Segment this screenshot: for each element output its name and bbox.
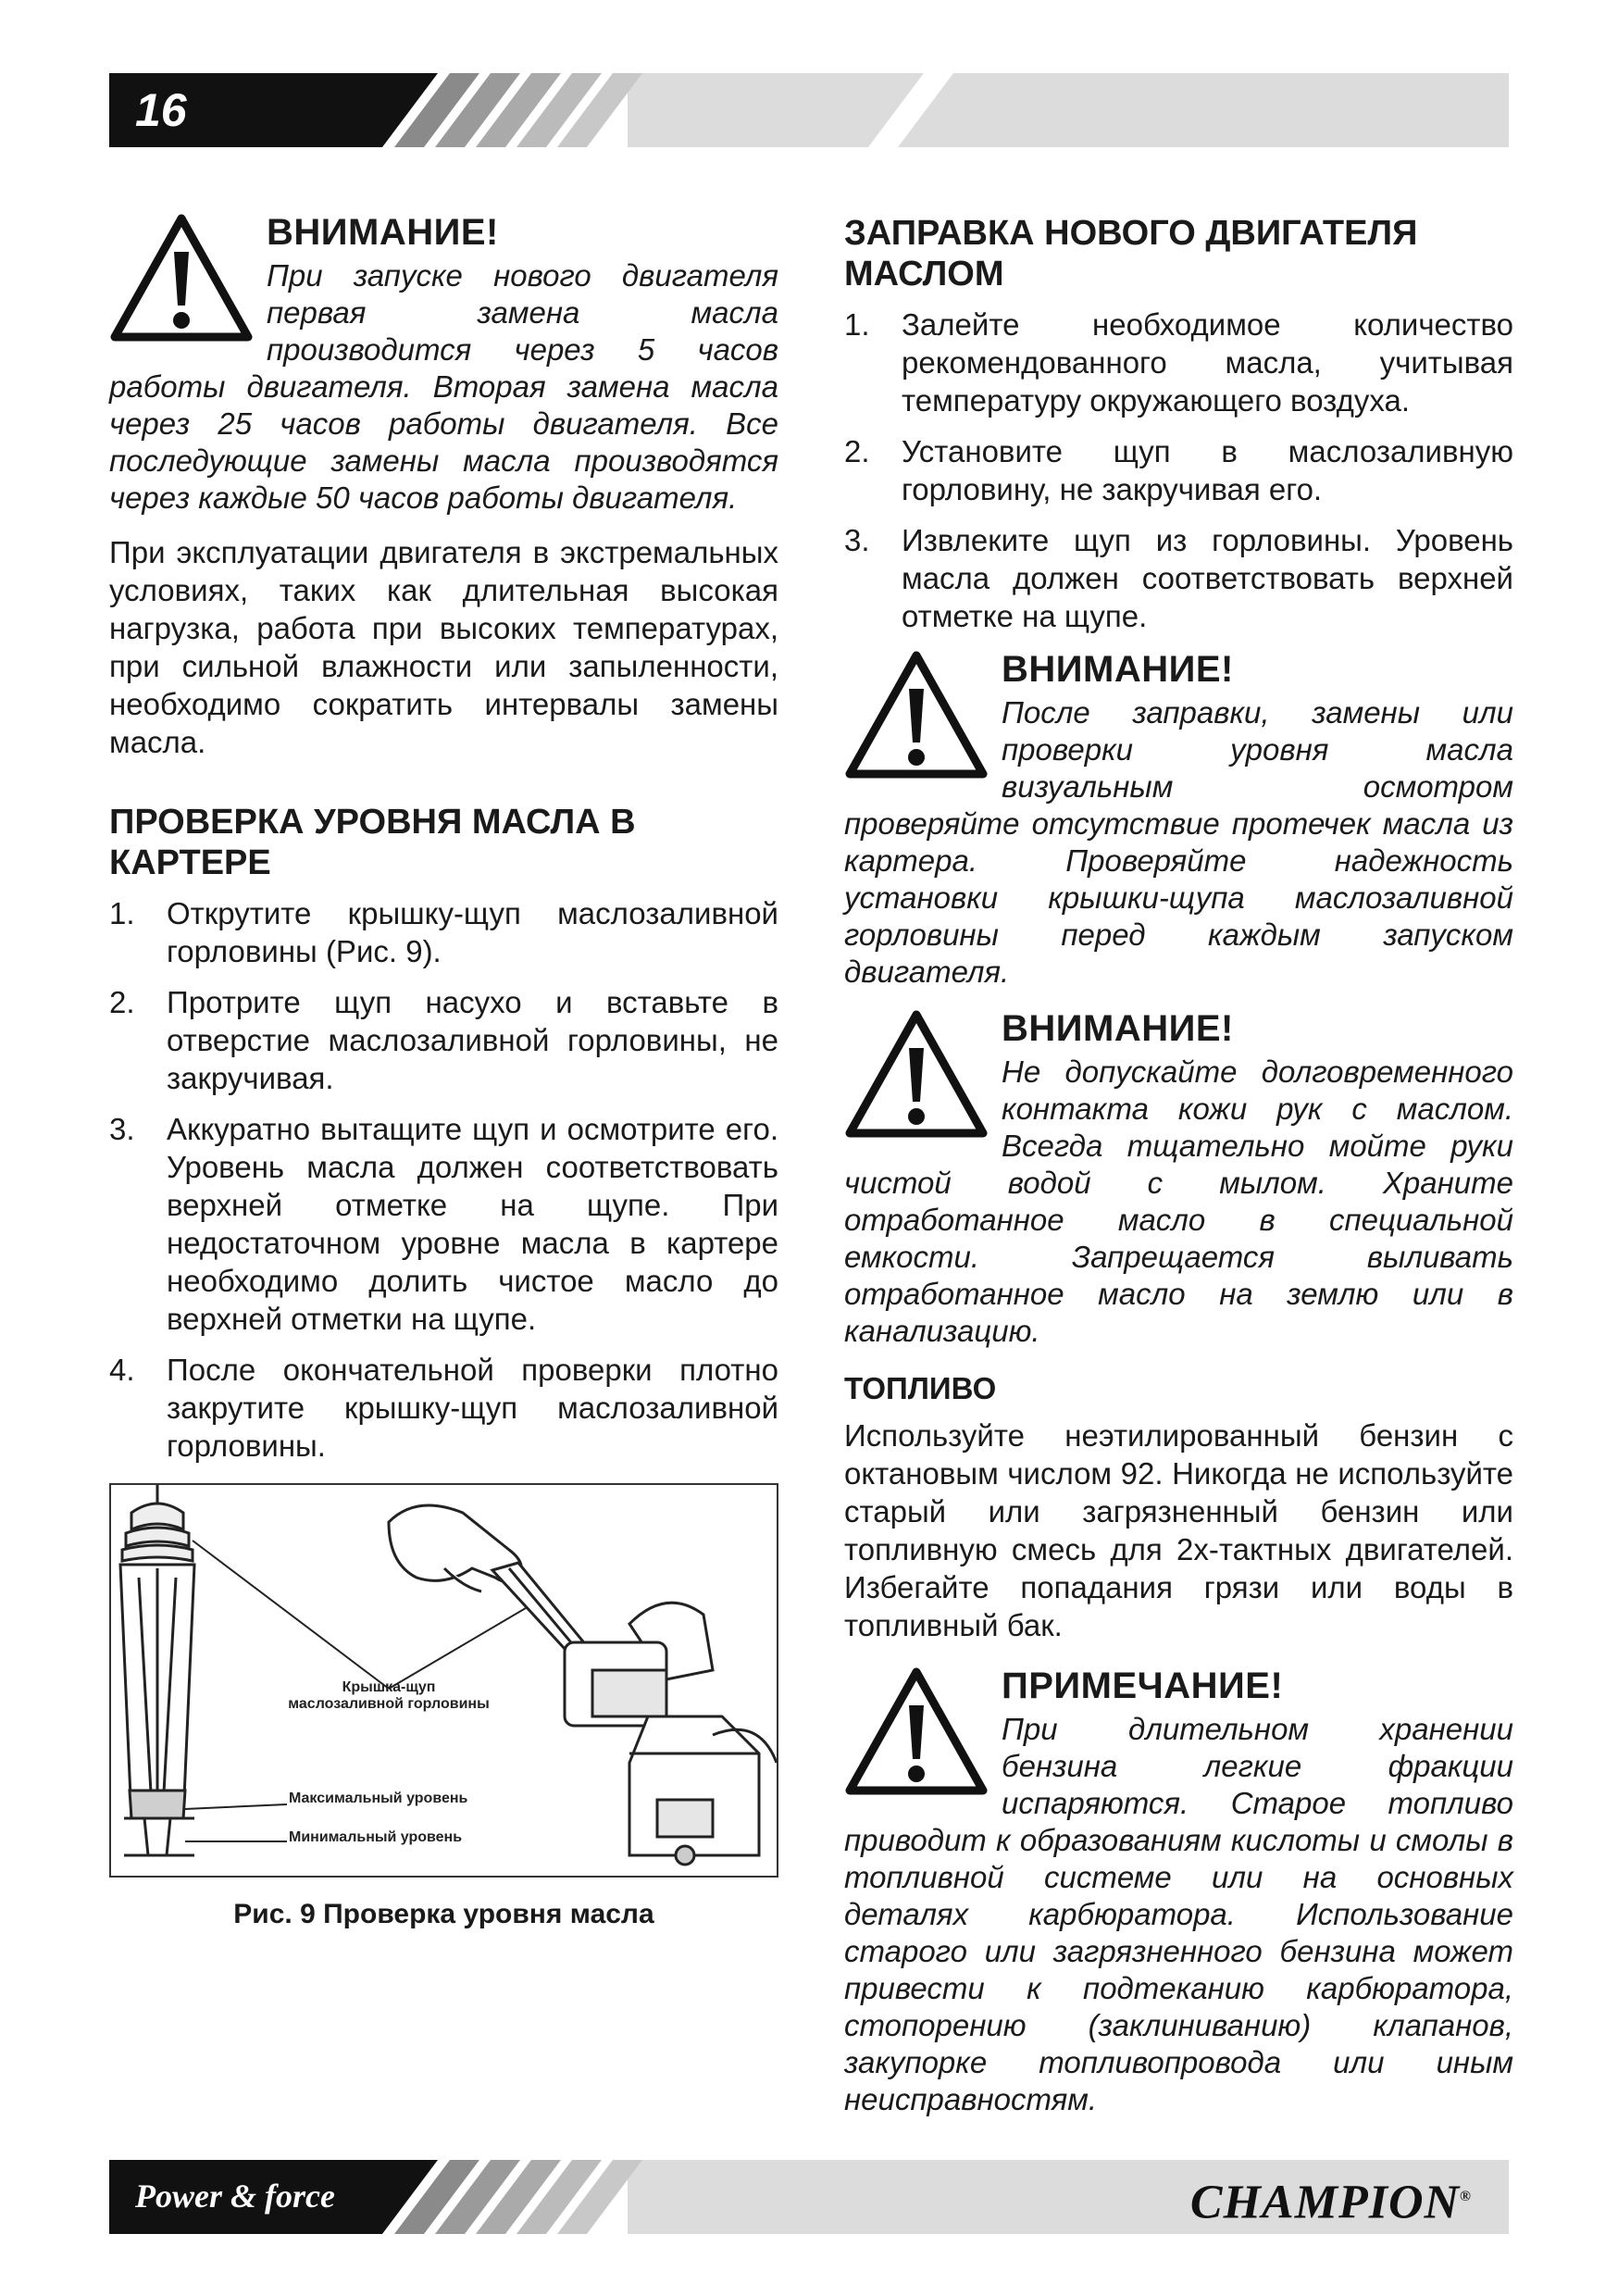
note-title: ПРИМЕЧАНИЕ! — [1002, 1666, 1284, 1706]
step-text: Залейте необходимое количество рекомендованного масла, учитывая температуру окружающего воздуха. — [902, 307, 1513, 418]
step-text: Извлеките щуп из горловины. Уровень масла должен соответствовать верхней отметке на щупе. — [902, 523, 1513, 633]
page-header — [109, 73, 1509, 147]
list-item — [844, 432, 1513, 508]
list-item — [109, 894, 778, 970]
step-number: 3. — [109, 1112, 135, 1146]
header-stripes-graphic — [109, 73, 1509, 147]
warning-title: ВНИМАНИЕ! — [267, 212, 499, 253]
figure-label-max-level: Максимальный уровень — [289, 1791, 468, 1806]
figure-label-line: маслозаливной горловины — [288, 1696, 490, 1712]
right-column — [844, 211, 1513, 2135]
list-item — [109, 983, 778, 1097]
figure-label-min-level: Минимальный уровень — [289, 1829, 463, 1845]
warning-block-2 — [844, 648, 1513, 991]
step-text: Аккуратно вытащите щуп и осмотрите его. Уровень масла должен соответствовать верхней отметке на щупе. При недостаточном уровне масла в картере необходимо долить чистое масло до верхней отметки на щупе. — [167, 1112, 778, 1336]
figure-label-dipstick-cap — [278, 1679, 500, 1713]
step-number: 1. — [844, 307, 870, 342]
step-text: Установите щуп в маслозаливную горловину, не закручивая его. — [902, 434, 1513, 506]
fuel-paragraph: Используйте неэтилированный бензин с октановым числом 92. Никогда не используйте старый или загрязненный бензин или топливную смесь для 2х-тактных двигателей. Избегайте попадания грязи или воды в топливный бак. — [844, 1418, 1513, 1642]
brand-name: CHAMPION — [1189, 2176, 1461, 2229]
figure-label-line: Крышка-щуп — [342, 1679, 436, 1695]
section-title-oil-check: ПРОВЕРКА УРОВНЯ МАСЛА В КАРТЕРЕ — [109, 803, 636, 882]
note-text: При длительном хранении бензина легкие фракции испаряются. Старое топливо приводит к образованиям кислоты и смолы в топливной системе или на основных деталях карбюратора. Использование старого или загрязненного бензина может привести к подтеканию карбюратора, стопорению (заклиниванию) клапанов, закупорке топливопровода или иным неисправностям. — [844, 1712, 1513, 2116]
step-text: После окончательной проверки плотно закрутите крышку-щуп маслозаливной горловины. — [167, 1353, 778, 1463]
oil-fill-steps — [844, 306, 1513, 635]
warning-triangle-icon — [844, 650, 989, 780]
section-title-oil-fill: ЗАПРАВКА НОВОГО ДВИГАТЕЛЯ МАСЛОМ — [844, 214, 1418, 293]
footer-slogan: Power & force — [135, 2177, 335, 2215]
figure-caption: Рис. 9 Проверка уровня масла — [233, 1899, 654, 1929]
step-text: Открутите крышку-щуп маслозаливной горловины (Рис. 9). — [167, 896, 778, 968]
step-number: 4. — [109, 1353, 135, 1387]
left-column — [109, 211, 778, 1931]
brand-logo — [1190, 2169, 1472, 2230]
list-item — [109, 1110, 778, 1338]
warning-title: ВНИМАНИЕ! — [1002, 649, 1234, 690]
section-title-fuel: ТОПЛИВО — [844, 1371, 997, 1405]
step-text: Протрите щуп насухо и вставьте в отверстие маслозаливной горловины, не закручивая. — [167, 985, 778, 1095]
step-number: 1. — [109, 896, 135, 930]
warning-text: При запуске нового двигателя первая замена масла производится через 5 часов работы двигателя. Вторая замена масла через 25 часов работы двигателя. Все последующие замены масла производятся через каждые 50 часов работы двигателя. — [109, 258, 778, 515]
list-item — [844, 306, 1513, 419]
step-number: 2. — [109, 985, 135, 1019]
warning-text: После заправки, замены или проверки уровня масла визуальным осмотром проверяйте отсутствие протечек масла из картера. Проверяйте надежность установки крышки-щупа маслозаливной горловины перед каждым запуском двигателя. — [844, 695, 1513, 989]
note-block — [844, 1665, 1513, 2118]
warning-block-3 — [844, 1007, 1513, 1350]
warning-text: Не допускайте долговременного контакта кожи рук с маслом. Всегда тщательно мойте руки чистой водой с мылом. Храните отработанное масло в специальной емкости. Запрещается выливать отработанное масло на землю или в канализацию. — [844, 1054, 1513, 1348]
list-item — [844, 521, 1513, 635]
registered-mark: ® — [1460, 2189, 1472, 2204]
step-number: 3. — [844, 523, 870, 557]
warning-block-1 — [109, 211, 778, 517]
step-number: 2. — [844, 434, 870, 468]
oil-check-steps — [109, 894, 778, 1465]
extreme-conditions-paragraph: При эксплуатации двигателя в экстремальных условиях, таких как длительная высокая нагрузка, работа при высоких температурах, при сильной влажности или запыленности, необходимо сократить интервалы замены масла. — [109, 535, 778, 759]
warning-triangle-icon — [109, 213, 254, 343]
list-item — [109, 1351, 778, 1465]
page-number: 16 — [135, 84, 187, 136]
warning-triangle-icon — [844, 1009, 989, 1139]
figure-oil-level-check — [109, 1483, 778, 1878]
page-footer — [109, 2160, 1509, 2234]
warning-title: ВНИМАНИЕ! — [1002, 1008, 1234, 1049]
warning-triangle-icon — [844, 1666, 989, 1796]
